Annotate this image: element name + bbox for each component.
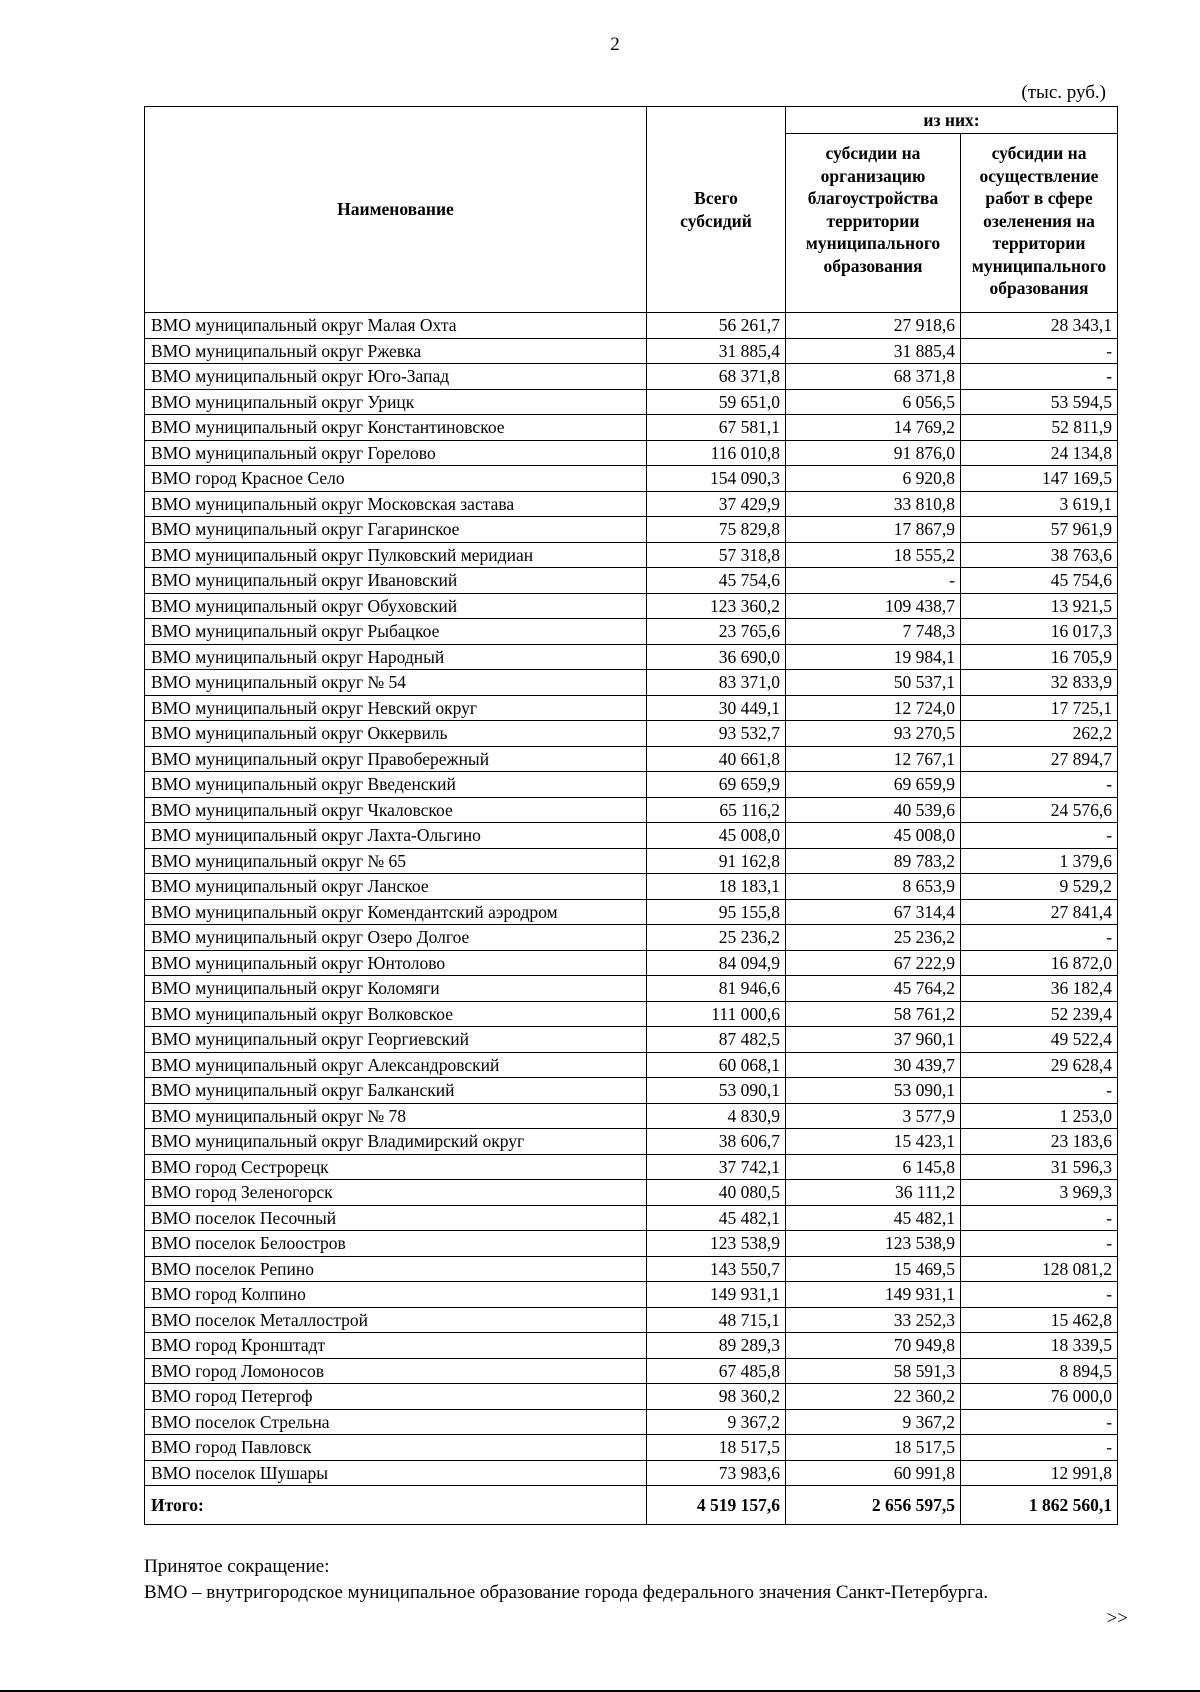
- cell-improvement: 19 984,1: [786, 644, 961, 670]
- cell-greening: -: [961, 1282, 1118, 1308]
- cell-improvement: 53 090,1: [786, 1078, 961, 1104]
- cell-improvement: 18 555,2: [786, 542, 961, 568]
- table-row: [145, 1435, 1118, 1461]
- cell-improvement: 149 931,1: [786, 1282, 961, 1308]
- cell-greening: -: [961, 772, 1118, 798]
- cell-total: 4 830,9: [647, 1103, 786, 1129]
- cell-name: ВМО муниципальный округ Горелово: [145, 440, 647, 466]
- cell-name: ВМО муниципальный округ Ланское: [145, 874, 647, 900]
- table-row: [145, 542, 1118, 568]
- cell-name: ВМО муниципальный округ Обуховский: [145, 593, 647, 619]
- cell-name: ВМО город Колпино: [145, 1282, 647, 1308]
- table-header: [145, 107, 1118, 313]
- table-row: [145, 389, 1118, 415]
- cell-total: 18 183,1: [647, 874, 786, 900]
- cell-total: 45 754,6: [647, 568, 786, 594]
- cell-total: 25 236,2: [647, 925, 786, 951]
- cell-name: ВМО муниципальный округ Александровский: [145, 1052, 647, 1078]
- cell-greening: 29 628,4: [961, 1052, 1118, 1078]
- cell-greening: -: [961, 338, 1118, 364]
- cell-total: 84 094,9: [647, 950, 786, 976]
- cell-total: 81 946,6: [647, 976, 786, 1002]
- cell-greening: 16 872,0: [961, 950, 1118, 976]
- continuation-mark: >>: [1106, 1608, 1128, 1629]
- cell-greening: 147 169,5: [961, 466, 1118, 492]
- table-row: [145, 1384, 1118, 1410]
- cell-name: ВМО город Кронштадт: [145, 1333, 647, 1359]
- cell-greening: -: [961, 1078, 1118, 1104]
- cell-greening: 27 894,7: [961, 746, 1118, 772]
- cell-improvement: 50 537,1: [786, 670, 961, 696]
- cell-improvement: 36 111,2: [786, 1180, 961, 1206]
- cell-name: ВМО город Павловск: [145, 1435, 647, 1461]
- cell-improvement: 14 769,2: [786, 415, 961, 441]
- cell-improvement: 89 783,2: [786, 848, 961, 874]
- page-number: 2: [610, 34, 620, 55]
- cell-improvement: 67 314,4: [786, 899, 961, 925]
- cell-greening: 8 894,5: [961, 1358, 1118, 1384]
- table-row: [145, 721, 1118, 747]
- cell-total: 65 116,2: [647, 797, 786, 823]
- total-row: [145, 1486, 1118, 1525]
- cell-improvement: 58 591,3: [786, 1358, 961, 1384]
- cell-name: ВМО город Красное Село: [145, 466, 647, 492]
- table-row: [145, 772, 1118, 798]
- table-row: [145, 415, 1118, 441]
- cell-greening: -: [961, 925, 1118, 951]
- cell-improvement: 33 252,3: [786, 1307, 961, 1333]
- cell-total: 111 000,6: [647, 1001, 786, 1027]
- cell-name: ВМО поселок Белоостров: [145, 1231, 647, 1257]
- cell-name: ВМО муниципальный округ Константиновское: [145, 415, 647, 441]
- cell-greening: -: [961, 364, 1118, 390]
- cell-greening: 16 017,3: [961, 619, 1118, 645]
- table-row: [145, 593, 1118, 619]
- table-row: [145, 1154, 1118, 1180]
- cell-improvement: 25 236,2: [786, 925, 961, 951]
- cell-name: ВМО муниципальный округ Юго-Запад: [145, 364, 647, 390]
- cell-greening: 52 239,4: [961, 1001, 1118, 1027]
- table-row: [145, 1256, 1118, 1282]
- cell-improvement: 6 056,5: [786, 389, 961, 415]
- cell-total: 37 429,9: [647, 491, 786, 517]
- table-row: [145, 619, 1118, 645]
- cell-greening: 3 619,1: [961, 491, 1118, 517]
- cell-greening: 57 961,9: [961, 517, 1118, 543]
- units-label: (тыс. руб.): [1021, 82, 1106, 103]
- note-text: ВМО – внутригородское муниципальное образование города федерального значения Санкт-Петербурга.: [144, 1582, 989, 1603]
- cell-total: 83 371,0: [647, 670, 786, 696]
- table-row: [145, 1078, 1118, 1104]
- cell-improvement: 45 482,1: [786, 1205, 961, 1231]
- cell-name: ВМО муниципальный округ Владимирский округ: [145, 1129, 647, 1155]
- table-row: [145, 1180, 1118, 1206]
- cell-greening: 23 183,6: [961, 1129, 1118, 1155]
- table-row: [145, 1052, 1118, 1078]
- cell-greening: 9 529,2: [961, 874, 1118, 900]
- cell-name: ВМО город Петергоф: [145, 1384, 647, 1410]
- cell-total: 53 090,1: [647, 1078, 786, 1104]
- header-improvement: субсидии на организацию благоустройства территории муниципального образования: [786, 134, 961, 313]
- cell-improvement: 45 764,2: [786, 976, 961, 1002]
- cell-total: 48 715,1: [647, 1307, 786, 1333]
- table-row: [145, 746, 1118, 772]
- cell-total: 116 010,8: [647, 440, 786, 466]
- cell-total: 68 371,8: [647, 364, 786, 390]
- cell-greening: 15 462,8: [961, 1307, 1118, 1333]
- cell-name: ВМО муниципальный округ Волковское: [145, 1001, 647, 1027]
- cell-improvement: 58 761,2: [786, 1001, 961, 1027]
- cell-improvement: 3 577,9: [786, 1103, 961, 1129]
- cell-name: ВМО город Зеленогорск: [145, 1180, 647, 1206]
- cell-improvement: 33 810,8: [786, 491, 961, 517]
- cell-total: 45 482,1: [647, 1205, 786, 1231]
- cell-improvement: 123 538,9: [786, 1231, 961, 1257]
- cell-total: 40 080,5: [647, 1180, 786, 1206]
- cell-total: 67 581,1: [647, 415, 786, 441]
- cell-total: 59 651,0: [647, 389, 786, 415]
- cell-improvement: 7 748,3: [786, 619, 961, 645]
- cell-greening: 1 253,0: [961, 1103, 1118, 1129]
- cell-greening: 32 833,9: [961, 670, 1118, 696]
- cell-name: ВМО муниципальный округ № 54: [145, 670, 647, 696]
- table-row: [145, 1460, 1118, 1486]
- cell-total: 36 690,0: [647, 644, 786, 670]
- cell-greening: -: [961, 1231, 1118, 1257]
- table-row: [145, 517, 1118, 543]
- cell-greening: 36 182,4: [961, 976, 1118, 1002]
- cell-total: 93 532,7: [647, 721, 786, 747]
- table-row: [145, 644, 1118, 670]
- cell-improvement: 9 367,2: [786, 1409, 961, 1435]
- table-row: [145, 440, 1118, 466]
- cell-name: ВМО муниципальный округ Чкаловское: [145, 797, 647, 823]
- cell-greening: 28 343,1: [961, 313, 1118, 339]
- cell-name: ВМО муниципальный округ Введенский: [145, 772, 647, 798]
- cell-total: 143 550,7: [647, 1256, 786, 1282]
- cell-total: 69 659,9: [647, 772, 786, 798]
- cell-improvement: 37 960,1: [786, 1027, 961, 1053]
- cell-total: 23 765,6: [647, 619, 786, 645]
- cell-improvement: 31 885,4: [786, 338, 961, 364]
- cell-improvement: 91 876,0: [786, 440, 961, 466]
- table-row: [145, 1358, 1118, 1384]
- subsidies-table: [144, 106, 1118, 1525]
- table-row: [145, 1333, 1118, 1359]
- cell-improvement: 69 659,9: [786, 772, 961, 798]
- cell-total: 149 931,1: [647, 1282, 786, 1308]
- cell-improvement: 22 360,2: [786, 1384, 961, 1410]
- cell-name: ВМО муниципальный округ Балканский: [145, 1078, 647, 1104]
- cell-improvement: 109 438,7: [786, 593, 961, 619]
- cell-greening: 49 522,4: [961, 1027, 1118, 1053]
- cell-name: ВМО поселок Металлострой: [145, 1307, 647, 1333]
- cell-improvement: 15 423,1: [786, 1129, 961, 1155]
- cell-total: 30 449,1: [647, 695, 786, 721]
- cell-name: ВМО поселок Шушары: [145, 1460, 647, 1486]
- cell-greening: 45 754,6: [961, 568, 1118, 594]
- cell-improvement: 12 724,0: [786, 695, 961, 721]
- cell-name: ВМО муниципальный округ Лахта-Ольгино: [145, 823, 647, 849]
- cell-name: ВМО муниципальный округ Московская застава: [145, 491, 647, 517]
- cell-name: ВМО муниципальный округ Ивановский: [145, 568, 647, 594]
- cell-greening: 27 841,4: [961, 899, 1118, 925]
- cell-name: ВМО муниципальный округ № 78: [145, 1103, 647, 1129]
- table-row: [145, 899, 1118, 925]
- table-row: [145, 1307, 1118, 1333]
- cell-greening: 13 921,5: [961, 593, 1118, 619]
- cell-greening: 3 969,3: [961, 1180, 1118, 1206]
- cell-total: 18 517,5: [647, 1435, 786, 1461]
- table-row: [145, 925, 1118, 951]
- cell-total: 38 606,7: [647, 1129, 786, 1155]
- cell-total: 57 318,8: [647, 542, 786, 568]
- cell-greening: 31 596,3: [961, 1154, 1118, 1180]
- header-total: Всего субсидий: [647, 107, 786, 313]
- cell-improvement: 6 145,8: [786, 1154, 961, 1180]
- table-row: [145, 1001, 1118, 1027]
- cell-improvement: 60 991,8: [786, 1460, 961, 1486]
- table-row: [145, 1129, 1118, 1155]
- cell-improvement: 40 539,6: [786, 797, 961, 823]
- note-title: Принятое сокращение:: [144, 1556, 330, 1577]
- table-row: [145, 823, 1118, 849]
- cell-improvement: 8 653,9: [786, 874, 961, 900]
- cell-greening: 17 725,1: [961, 695, 1118, 721]
- cell-total: 60 068,1: [647, 1052, 786, 1078]
- table-row: [145, 568, 1118, 594]
- cell-name: ВМО муниципальный округ Озеро Долгое: [145, 925, 647, 951]
- cell-greening: 16 705,9: [961, 644, 1118, 670]
- table-row: [145, 1409, 1118, 1435]
- table-row: [145, 976, 1118, 1002]
- cell-total: 154 090,3: [647, 466, 786, 492]
- cell-improvement: 12 767,1: [786, 746, 961, 772]
- cell-name: ВМО поселок Репино: [145, 1256, 647, 1282]
- cell-total: 91 162,8: [647, 848, 786, 874]
- cell-improvement: 6 920,8: [786, 466, 961, 492]
- cell-total: 87 482,5: [647, 1027, 786, 1053]
- cell-name: ВМО муниципальный округ Урицк: [145, 389, 647, 415]
- table-row: [145, 670, 1118, 696]
- cell-name: ВМО муниципальный округ Пулковский меридиан: [145, 542, 647, 568]
- table-row: [145, 364, 1118, 390]
- cell-greening: 18 339,5: [961, 1333, 1118, 1359]
- table-row: [145, 1205, 1118, 1231]
- cell-name: ВМО муниципальный округ Невский округ: [145, 695, 647, 721]
- cell-name: ВМО поселок Песочный: [145, 1205, 647, 1231]
- table-row: [145, 848, 1118, 874]
- cell-name: ВМО муниципальный округ Комендантский аэродром: [145, 899, 647, 925]
- cell-name: ВМО муниципальный округ Правобережный: [145, 746, 647, 772]
- cell-name: ВМО муниципальный округ № 65: [145, 848, 647, 874]
- table-row: [145, 1103, 1118, 1129]
- cell-greening: -: [961, 1409, 1118, 1435]
- header-greening: субсидии на осуществление работ в сфере озеленения на территории муниципального образования: [961, 134, 1118, 313]
- table-row: [145, 1282, 1118, 1308]
- total-greening: 1 862 560,1: [961, 1486, 1118, 1525]
- cell-total: 89 289,3: [647, 1333, 786, 1359]
- cell-name: ВМО муниципальный округ Малая Охта: [145, 313, 647, 339]
- cell-greening: -: [961, 823, 1118, 849]
- cell-total: 67 485,8: [647, 1358, 786, 1384]
- cell-greening: -: [961, 1205, 1118, 1231]
- cell-improvement: 70 949,8: [786, 1333, 961, 1359]
- cell-greening: 128 081,2: [961, 1256, 1118, 1282]
- cell-total: 95 155,8: [647, 899, 786, 925]
- cell-greening: 53 594,5: [961, 389, 1118, 415]
- cell-greening: 24 134,8: [961, 440, 1118, 466]
- total-all: 4 519 157,6: [647, 1486, 786, 1525]
- table-row: [145, 950, 1118, 976]
- cell-name: ВМО город Сестрорецк: [145, 1154, 647, 1180]
- header-name: Наименование: [145, 107, 647, 313]
- table-row: [145, 797, 1118, 823]
- cell-total: 98 360,2: [647, 1384, 786, 1410]
- abbreviation-note: [144, 1554, 988, 1606]
- cell-greening: -: [961, 1435, 1118, 1461]
- cell-name: ВМО муниципальный округ Юнтолово: [145, 950, 647, 976]
- cell-name: ВМО муниципальный округ Гагаринское: [145, 517, 647, 543]
- total-label: Итого:: [145, 1486, 647, 1525]
- cell-greening: 262,2: [961, 721, 1118, 747]
- cell-name: ВМО муниципальный округ Георгиевский: [145, 1027, 647, 1053]
- cell-total: 73 983,6: [647, 1460, 786, 1486]
- cell-total: 9 367,2: [647, 1409, 786, 1435]
- cell-improvement: 30 439,7: [786, 1052, 961, 1078]
- cell-total: 37 742,1: [647, 1154, 786, 1180]
- cell-improvement: -: [786, 568, 961, 594]
- table-row: [145, 466, 1118, 492]
- cell-name: ВМО муниципальный округ Ржевка: [145, 338, 647, 364]
- cell-improvement: 68 371,8: [786, 364, 961, 390]
- table-row: [145, 338, 1118, 364]
- cell-total: 56 261,7: [647, 313, 786, 339]
- table-row: [145, 874, 1118, 900]
- cell-improvement: 67 222,9: [786, 950, 961, 976]
- cell-improvement: 93 270,5: [786, 721, 961, 747]
- cell-total: 31 885,4: [647, 338, 786, 364]
- cell-greening: 1 379,6: [961, 848, 1118, 874]
- cell-total: 123 538,9: [647, 1231, 786, 1257]
- cell-improvement: 18 517,5: [786, 1435, 961, 1461]
- table-row: [145, 695, 1118, 721]
- table-row: [145, 313, 1118, 339]
- cell-name: ВМО город Ломоносов: [145, 1358, 647, 1384]
- cell-greening: 52 811,9: [961, 415, 1118, 441]
- table-row: [145, 1231, 1118, 1257]
- cell-improvement: 17 867,9: [786, 517, 961, 543]
- cell-name: ВМО поселок Стрельна: [145, 1409, 647, 1435]
- total-improvement: 2 656 597,5: [786, 1486, 961, 1525]
- cell-improvement: 27 918,6: [786, 313, 961, 339]
- cell-name: ВМО муниципальный округ Оккервиль: [145, 721, 647, 747]
- table-row: [145, 1027, 1118, 1053]
- cell-greening: 12 991,8: [961, 1460, 1118, 1486]
- table-row: [145, 491, 1118, 517]
- cell-improvement: 45 008,0: [786, 823, 961, 849]
- table-body: [145, 313, 1118, 1525]
- cell-greening: 24 576,6: [961, 797, 1118, 823]
- cell-name: ВМО муниципальный округ Коломяги: [145, 976, 647, 1002]
- cell-greening: 38 763,6: [961, 542, 1118, 568]
- cell-total: 123 360,2: [647, 593, 786, 619]
- cell-total: 45 008,0: [647, 823, 786, 849]
- cell-name: ВМО муниципальный округ Народный: [145, 644, 647, 670]
- cell-greening: 76 000,0: [961, 1384, 1118, 1410]
- cell-name: ВМО муниципальный округ Рыбацкое: [145, 619, 647, 645]
- cell-total: 40 661,8: [647, 746, 786, 772]
- cell-improvement: 15 469,5: [786, 1256, 961, 1282]
- header-of-which: из них:: [786, 107, 1118, 134]
- cell-total: 75 829,8: [647, 517, 786, 543]
